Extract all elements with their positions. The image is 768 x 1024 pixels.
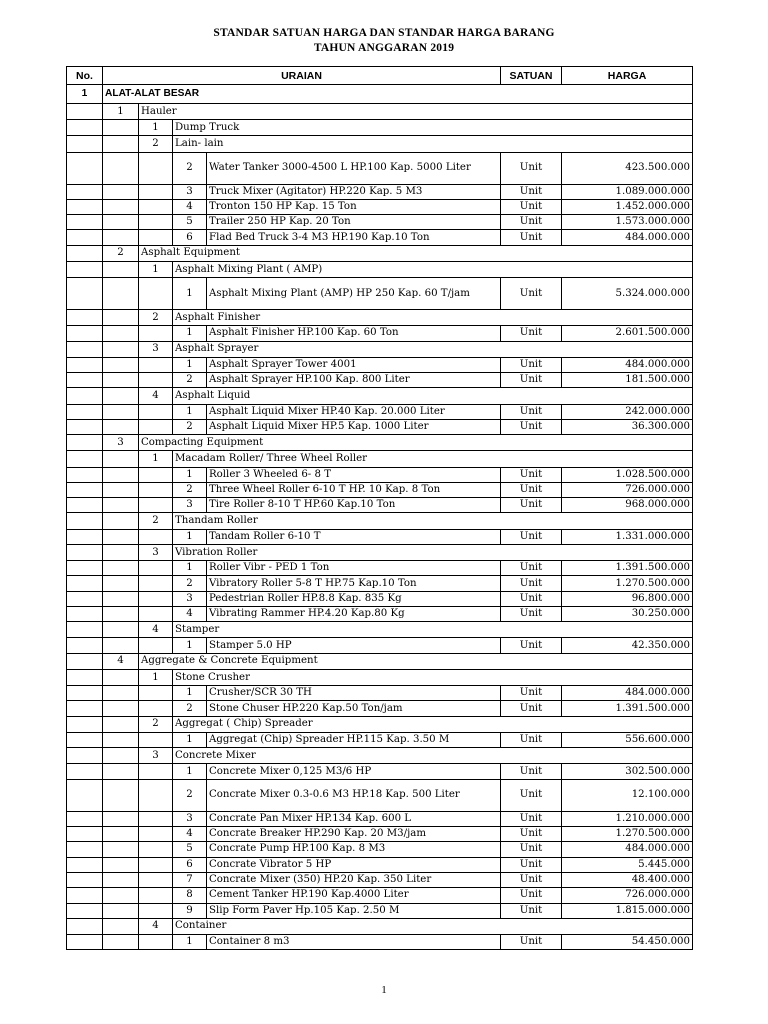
subgroup-label: Aggregat ( Chip) Spreader [173, 716, 693, 732]
item-description: Stone Chuser HP.220 Kap.50 Ton/jam [207, 701, 501, 716]
subgroup-label: Concrete Mixer [173, 748, 693, 764]
item-number: 2 [173, 373, 207, 388]
item-number: 1 [173, 764, 207, 779]
item-row [67, 373, 693, 388]
item-price: 484.000.000 [562, 842, 693, 857]
item-description: Vibratory Roller 5-8 T HP.75 Kap.10 Ton [207, 576, 501, 591]
item-price: 181.500.000 [562, 373, 693, 388]
item-unit: Unit [501, 326, 562, 341]
item-unit: Unit [501, 419, 562, 434]
item-number: 7 [173, 872, 207, 887]
subgroup-row [67, 341, 693, 357]
item-description: Trailer 250 HP Kap. 20 Ton [207, 215, 501, 230]
item-number: 2 [173, 152, 207, 184]
item-price: 36.300.000 [562, 419, 693, 434]
subgroup-label: Thandam Roller [173, 513, 693, 529]
subgroup-number: 2 [139, 513, 173, 529]
category-label: ALAT-ALAT BESAR [103, 85, 693, 104]
item-unit: Unit [501, 607, 562, 622]
item-price: 1.391.500.000 [562, 561, 693, 576]
subgroup-row [67, 261, 693, 277]
item-unit: Unit [501, 872, 562, 887]
item-unit: Unit [501, 230, 562, 245]
subgroup-number: 4 [139, 918, 173, 934]
item-number: 2 [173, 419, 207, 434]
item-row [67, 686, 693, 701]
item-description: Three Wheel Roller 6-10 T HP. 10 Kap. 8 Ton [207, 482, 501, 497]
header-satuan: SATUAN [501, 67, 562, 85]
item-row [67, 152, 693, 184]
item-unit: Unit [501, 842, 562, 857]
item-price: 54.450.000 [562, 934, 693, 949]
item-row [67, 827, 693, 842]
item-number: 3 [173, 184, 207, 199]
item-number: 1 [173, 467, 207, 482]
item-row [67, 903, 693, 918]
document-subtitle: TAHUN ANGGARAN 2019 [313, 42, 455, 54]
subgroup-label: Stamper [173, 622, 693, 638]
item-description: Concrate Pan Mixer HP.134 Kap. 600 L [207, 811, 501, 826]
item-unit: Unit [501, 152, 562, 184]
subgroup-label: Asphalt Mixing Plant ( AMP) [173, 261, 693, 277]
item-unit: Unit [501, 576, 562, 591]
item-description: Tronton 150 HP Kap. 15 Ton [207, 199, 501, 214]
subgroup-label: Dump Truck [173, 120, 693, 136]
subgroup-number: 1 [139, 261, 173, 277]
item-description: Tire Roller 8-10 T HP.60 Kap.10 Ton [207, 498, 501, 513]
item-row [67, 529, 693, 544]
item-description: Roller Vibr - PED 1 Ton [207, 561, 501, 576]
item-number: 2 [173, 701, 207, 716]
item-description: Vibrating Rammer HP.4.20 Kap.80 Kg [207, 607, 501, 622]
item-row [67, 467, 693, 482]
item-unit: Unit [501, 857, 562, 872]
item-description: Concrate Mixer 0.3-0.6 M3 HP.18 Kap. 500 Liter [207, 779, 501, 811]
item-row [67, 732, 693, 747]
item-price: 484.000.000 [562, 357, 693, 372]
item-description: Concrate Vibrator 5 HP [207, 857, 501, 872]
group-label: Aggregate & Concrete Equipment [139, 653, 693, 669]
item-description: Concrete Mixer 0,125 M3/6 HP [207, 764, 501, 779]
subgroup-label: Vibration Roller [173, 544, 693, 560]
subgroup-row [67, 136, 693, 152]
item-number: 4 [173, 607, 207, 622]
item-unit: Unit [501, 498, 562, 513]
item-number: 1 [173, 638, 207, 653]
item-number: 1 [173, 326, 207, 341]
subgroup-number: 3 [139, 341, 173, 357]
subgroup-row [67, 451, 693, 467]
item-price: 242.000.000 [562, 404, 693, 419]
item-row [67, 482, 693, 497]
subgroup-number: 3 [139, 544, 173, 560]
group-row [67, 435, 693, 451]
item-price: 96.800.000 [562, 591, 693, 606]
item-description: Asphalt Liquid Mixer HP.5 Kap. 1000 Liter [207, 419, 501, 434]
subgroup-label: Stone Crusher [173, 669, 693, 685]
header-no: No. [67, 67, 103, 85]
item-row [67, 576, 693, 591]
item-description: Slip Form Paver Hp.105 Kap. 2.50 M [207, 903, 501, 918]
item-price: 1.452.000.000 [562, 199, 693, 214]
item-description: Crusher/SCR 30 TH [207, 686, 501, 701]
item-description: Container 8 m3 [207, 934, 501, 949]
item-description: Aggregat (Chip) Spreader HP.115 Kap. 3.50 M [207, 732, 501, 747]
item-number: 1 [173, 686, 207, 701]
item-row [67, 872, 693, 887]
item-unit: Unit [501, 357, 562, 372]
subgroup-number: 2 [139, 716, 173, 732]
item-number: 2 [173, 779, 207, 811]
item-unit: Unit [501, 701, 562, 716]
subgroup-row [67, 310, 693, 326]
item-row [67, 230, 693, 245]
item-number: 8 [173, 888, 207, 903]
subgroup-label: Macadam Roller/ Three Wheel Roller [173, 451, 693, 467]
item-price: 5.445.000 [562, 857, 693, 872]
item-price: 1.391.500.000 [562, 701, 693, 716]
page-number: 1 [381, 984, 387, 996]
item-price: 302.500.000 [562, 764, 693, 779]
item-row [67, 638, 693, 653]
item-description: Concrate Breaker HP.290 Kap. 20 M3/jam [207, 827, 501, 842]
subgroup-row [67, 669, 693, 685]
item-description: Cement Tanker HP.190 Kap.4000 Liter [207, 888, 501, 903]
item-unit: Unit [501, 764, 562, 779]
item-price: 556.600.000 [562, 732, 693, 747]
item-unit: Unit [501, 561, 562, 576]
header-harga: HARGA [562, 67, 693, 85]
item-row [67, 842, 693, 857]
item-unit: Unit [501, 827, 562, 842]
item-unit: Unit [501, 903, 562, 918]
item-price: 1.331.000.000 [562, 529, 693, 544]
subgroup-row [67, 918, 693, 934]
group-number: 3 [103, 435, 139, 451]
item-number: 4 [173, 827, 207, 842]
subgroup-row [67, 748, 693, 764]
item-row [67, 215, 693, 230]
item-unit: Unit [501, 686, 562, 701]
item-unit: Unit [501, 529, 562, 544]
item-price: 1.815.000.000 [562, 903, 693, 918]
item-price: 12.100.000 [562, 779, 693, 811]
item-row [67, 764, 693, 779]
item-description: Asphalt Finisher HP.100 Kap. 60 Ton [207, 326, 501, 341]
item-unit: Unit [501, 373, 562, 388]
item-number: 3 [173, 591, 207, 606]
item-description: Asphalt Mixing Plant (AMP) HP 250 Kap. 60 T/jam [207, 278, 501, 310]
item-price: 1.028.500.000 [562, 467, 693, 482]
subgroup-number: 1 [139, 120, 173, 136]
item-row [67, 779, 693, 811]
item-unit: Unit [501, 779, 562, 811]
subgroup-row [67, 120, 693, 136]
item-number: 1 [173, 561, 207, 576]
subgroup-number: 2 [139, 136, 173, 152]
category-row [67, 85, 693, 104]
item-price: 726.000.000 [562, 888, 693, 903]
item-unit: Unit [501, 888, 562, 903]
item-price: 1.089.000.000 [562, 184, 693, 199]
group-row [67, 245, 693, 261]
item-number: 9 [173, 903, 207, 918]
item-description: Roller 3 Wheeled 6- 8 T [207, 467, 501, 482]
item-unit: Unit [501, 278, 562, 310]
item-price: 1.270.500.000 [562, 576, 693, 591]
item-number: 3 [173, 811, 207, 826]
item-description: Water Tanker 3000-4500 L HP.100 Kap. 5000 Liter [207, 152, 501, 184]
item-row [67, 278, 693, 310]
table-header [67, 67, 693, 85]
subgroup-label: Asphalt Liquid [173, 388, 693, 404]
item-number: 1 [173, 529, 207, 544]
item-number: 1 [173, 404, 207, 419]
subgroup-label: Asphalt Finisher [173, 310, 693, 326]
header-uraian: URAIAN [103, 67, 501, 85]
item-row [67, 857, 693, 872]
item-row [67, 326, 693, 341]
item-row [67, 934, 693, 949]
subgroup-row [67, 622, 693, 638]
item-row [67, 888, 693, 903]
group-number: 4 [103, 653, 139, 669]
item-number: 3 [173, 498, 207, 513]
item-price: 484.000.000 [562, 686, 693, 701]
subgroup-number: 4 [139, 622, 173, 638]
item-unit: Unit [501, 215, 562, 230]
item-row [67, 607, 693, 622]
subgroup-row [67, 513, 693, 529]
item-number: 1 [173, 357, 207, 372]
subgroup-number: 2 [139, 310, 173, 326]
item-row [67, 561, 693, 576]
item-row [67, 357, 693, 372]
subgroup-label: Lain- lain [173, 136, 693, 152]
subgroup-row [67, 544, 693, 560]
item-price: 1.270.500.000 [562, 827, 693, 842]
item-description: Flad Bed Truck 3-4 M3 HP.190 Kap.10 Ton [207, 230, 501, 245]
group-row [67, 653, 693, 669]
item-price: 726.000.000 [562, 482, 693, 497]
item-row [67, 419, 693, 434]
subgroup-label: Container [173, 918, 693, 934]
group-number: 1 [103, 104, 139, 120]
group-number: 2 [103, 245, 139, 261]
item-row [67, 184, 693, 199]
item-unit: Unit [501, 811, 562, 826]
item-unit: Unit [501, 404, 562, 419]
item-unit: Unit [501, 199, 562, 214]
item-price: 2.601.500.000 [562, 326, 693, 341]
item-number: 1 [173, 278, 207, 310]
subgroup-number: 3 [139, 748, 173, 764]
item-number: 5 [173, 842, 207, 857]
item-description: Truck Mixer (Agitator) HP.220 Kap. 5 M3 [207, 184, 501, 199]
document-title: STANDAR SATUAN HARGA DAN STANDAR HARGA BARANG [213, 27, 555, 39]
subgroup-number: 4 [139, 388, 173, 404]
item-number: 2 [173, 576, 207, 591]
item-price: 1.210.000.000 [562, 811, 693, 826]
item-description: Asphalt Sprayer HP.100 Kap. 800 Liter [207, 373, 501, 388]
item-number: 6 [173, 230, 207, 245]
item-price: 484.000.000 [562, 230, 693, 245]
subgroup-label: Asphalt Sprayer [173, 341, 693, 357]
item-unit: Unit [501, 184, 562, 199]
item-row [67, 591, 693, 606]
subgroup-row [67, 388, 693, 404]
item-description: Stamper 5.0 HP [207, 638, 501, 653]
item-price: 30.250.000 [562, 607, 693, 622]
item-price: 423.500.000 [562, 152, 693, 184]
item-unit: Unit [501, 591, 562, 606]
item-price: 1.573.000.000 [562, 215, 693, 230]
subgroup-row [67, 716, 693, 732]
item-row [67, 498, 693, 513]
item-number: 2 [173, 482, 207, 497]
item-row [67, 701, 693, 716]
item-row [67, 199, 693, 214]
item-number: 1 [173, 934, 207, 949]
item-price: 5.324.000.000 [562, 278, 693, 310]
item-unit: Unit [501, 934, 562, 949]
subgroup-number: 1 [139, 669, 173, 685]
item-price: 42.350.000 [562, 638, 693, 653]
item-price: 48.400.000 [562, 872, 693, 887]
item-description: Pedestrian Roller HP.8.8 Kap. 835 Kg [207, 591, 501, 606]
item-unit: Unit [501, 482, 562, 497]
item-row [67, 404, 693, 419]
group-label: Asphalt Equipment [139, 245, 693, 261]
price-table [66, 66, 693, 950]
item-description: Asphalt Liquid Mixer HP.40 Kap. 20.000 Liter [207, 404, 501, 419]
item-unit: Unit [501, 638, 562, 653]
group-row [67, 104, 693, 120]
item-number: 4 [173, 199, 207, 214]
item-number: 6 [173, 857, 207, 872]
item-number: 5 [173, 215, 207, 230]
item-row [67, 811, 693, 826]
item-unit: Unit [501, 467, 562, 482]
subgroup-number: 1 [139, 451, 173, 467]
item-price: 968.000.000 [562, 498, 693, 513]
group-label: Compacting Equipment [139, 435, 693, 451]
item-description: Asphalt Sprayer Tower 4001 [207, 357, 501, 372]
item-description: Tandam Roller 6-10 T [207, 529, 501, 544]
group-label: Hauler [139, 104, 693, 120]
item-unit: Unit [501, 732, 562, 747]
category-number: 1 [67, 85, 103, 104]
item-number: 1 [173, 732, 207, 747]
item-description: Concrate Pump HP.100 Kap. 8 M3 [207, 842, 501, 857]
item-description: Concrate Mixer (350) HP.20 Kap. 350 Liter [207, 872, 501, 887]
